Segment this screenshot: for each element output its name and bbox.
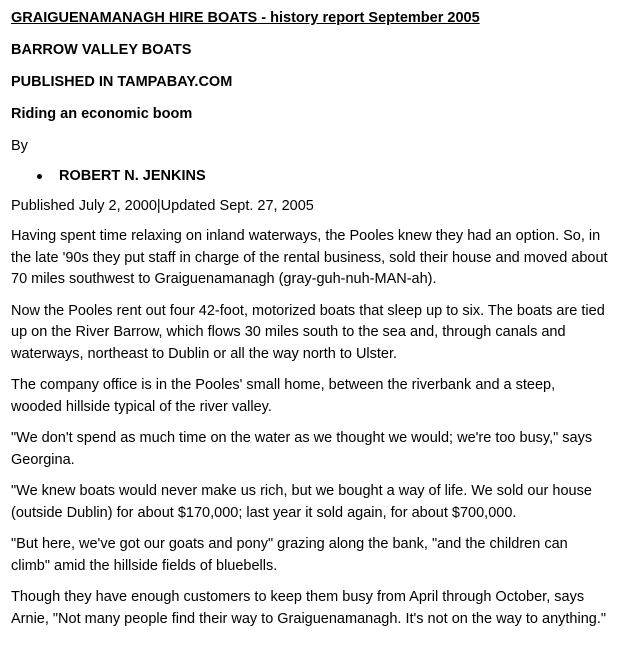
by-label: By [11, 138, 28, 154]
paragraph: Having spent time relaxing on inland waterways, the Pooles knew they had an option. So, in the late '90s they put staff in charge of the rental business, sold their house and moved about 70 miles southwest to Graiguenamanagh (gray-guh-nuh-MAN-ah). [11, 228, 608, 287]
document-title: GRAIGUENAMANAGH HIRE BOATS - history report September 2005 [11, 10, 480, 26]
article-headline: Riding an economic boom [11, 106, 193, 122]
published-date: Published July 2, 2000|Updated Sept. 27, 2005 [11, 198, 314, 214]
paragraph: Now the Pooles rent out four 42-foot, motorized boats that sleep up to six. The boats are tied up on the River Barrow, which flows 30 miles south to the sea and, through canals and waterways, northeast to Dublin or all the way north to Ulster. [11, 302, 605, 362]
bullet-icon [37, 174, 42, 179]
author-item [11, 166, 609, 186]
paragraph: The company office is in the Pooles' small home, between the riverbank and a steep, wooded hillside typical of the river valley. [11, 377, 556, 415]
paragraph: "But here, we've got our goats and pony" grazing along the bank, "and the children can climb" amid the hillside fields of bluebells. [11, 536, 568, 574]
author-list [11, 166, 609, 186]
company-name: BARROW VALLEY BOATS [11, 42, 192, 58]
paragraph: "We don't spend as much time on the water as we thought we would; we're too busy," says Georgina. [11, 430, 593, 468]
paragraph: Though they have enough customers to keep them busy from April through October, says Arnie, "Not many people find their way to Graiguenamanagh. It's not on the way to anything." [11, 589, 607, 627]
author-name: ROBERT N. JENKINS [59, 168, 206, 184]
paragraph: "We knew boats would never make us rich, but we bought a way of life. We sold our house (outside Dublin) for about $170,000; last year it sold again, for about $700,000. [11, 483, 592, 521]
source-line: PUBLISHED IN TAMPABAY.COM [11, 74, 233, 90]
